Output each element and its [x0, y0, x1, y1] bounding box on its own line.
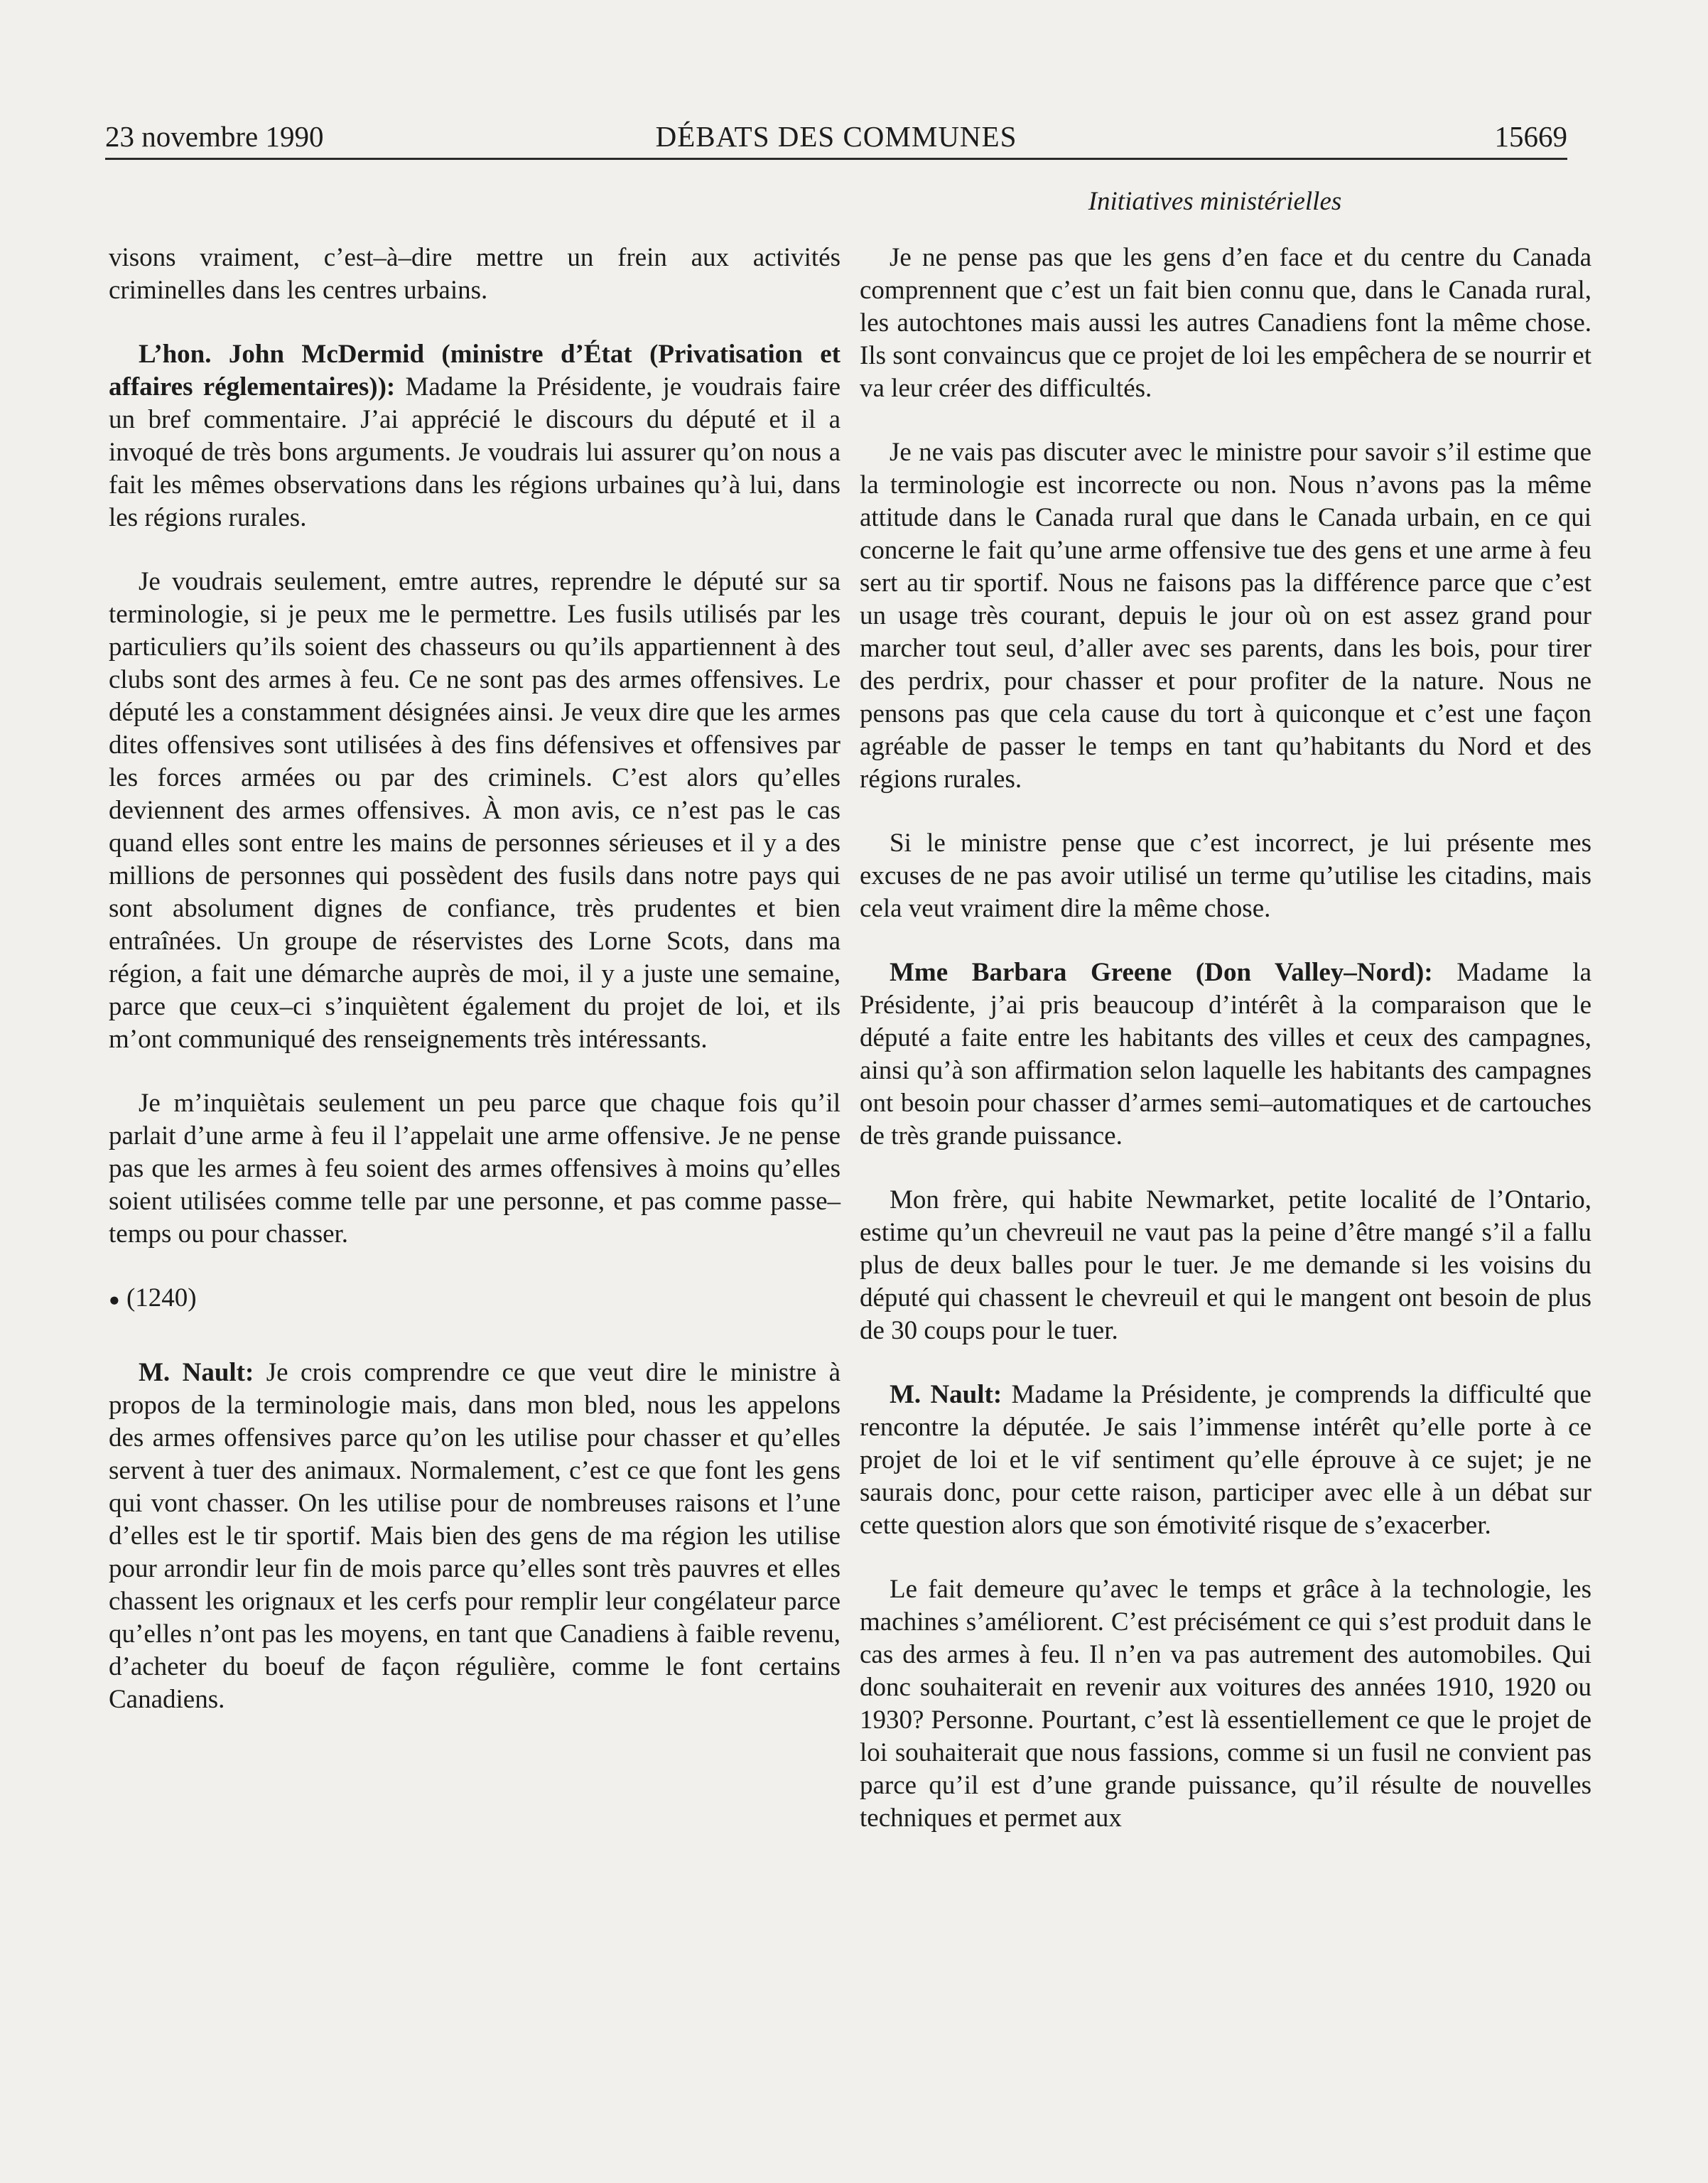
left-column [109, 242, 841, 1747]
paragraph: visons vraiment, c’est–à–dire mettre un frein aux activités criminelles dans les centres urbains. [109, 243, 841, 305]
speaker-name: Mme Barbara Greene (Don Valley–Nord): [890, 958, 1433, 987]
speaker-name: M. Nault: [139, 1357, 254, 1387]
bullet-icon: ● [109, 1289, 120, 1310]
time-marker-text: (1240) [126, 1283, 197, 1313]
paragraph: Je m’inquiètais seulement un peu parce que chaque fois qu’il parlait d’une arme à feu il l’appelait une arme offensive. Je ne pense pas que les armes à feu soient des armes offensives à moins qu’elles soient utilisées comme telle par une personne, et pas comme passe–temps ou pour chasser. [109, 1089, 841, 1249]
paragraph [109, 338, 841, 534]
speech-text: Madame la Présidente, je comprends la difficulté que rencontre la députée. Je sais l’immense intérêt qu’elle porte à ce projet de loi et le vif sentiment qu’elle éprouve à ce sujet; je ne saurais donc, pour cette raison, participer avec elle à un débat sur cette question alors que son émotivité risque de s’exacerber. [860, 1380, 1591, 1540]
paragraph: Je voudrais seulement, emtre autres, reprendre le député sur sa terminologie, si je peux me le permettre. Les fusils utilisés par les particuliers qu’ils soient des chasseurs ou qu’ils appartiennent à des clubs sont des armes à feu. Ce ne sont pas des armes offensives. Le député les a constamment désignées ainsi. Je veux dire que les armes dites offensives sont utilisées à des fins défensives et offensives par les forces armées ou par des criminels. C’est alors qu’elles deviennent des armes offensives. À mon avis, ce n’est pas le cas quand elles sont entre les mains de personnes sérieuses et il y a des millions de personnes qui possèdent des fusils dans notre pays qui sont absolument dignes de confiance, très prudentes et bien entraînées. Un groupe de réservistes des Lorne Scots, dans ma région, a fait une démarche auprès de moi, il y a juste une semaine, parce que ceux–ci s’inquiètent également du projet de loi, et ils m’ont communiqué des renseignements très intéressants. [109, 567, 841, 1054]
paragraph: Le fait demeure qu’avec le temps et grâce à la technologie, les machines s’améliorent. C’est précisément ce qui s’est produit dans le cas des armes à feu. Il n’en va pas autrement des automobiles. Qui donc souhaiterait en revenir aux voitures des années 1910, 1920 ou 1930? Personne. Pourtant, c’est là essentiellement ce que le projet de loi souhaiterait que nous fassions, comme si un fusil ne convient pas parce qu’il est d’une grande puissance, qu’il résulte de nouvelles techniques et permet aux [860, 1575, 1591, 1833]
speech-text: Madame la Présidente, je voudrais faire un bref commentaire. J’ai apprécié le discours du député et il a invoqué de très bons arguments. Je voudrais lui assurer qu’on nous a fait les mêmes observations dans les régions urbaines qu’à lui, dans les régions rurales. [109, 372, 841, 532]
paragraph [109, 1357, 841, 1716]
speech-text: Madame la Présidente, j’ai pris beaucoup d’intérêt à la comparaison que le député a faite entre les habitants des villes et ceux des campagnes, ainsi qu’à son affirmation selon laquelle les habitants des campagnes ont besoin pour chasser d’armes semi–automatiques et de cartouches de très grande puissance. [860, 958, 1591, 1150]
paragraph: Si le ministre pense que c’est incorrect, je lui présente mes excuses de ne pas avoir utilisé un terme qu’utilise les citadins, mais cela veut vraiment dire la même chose. [860, 829, 1591, 923]
header-date: 23 novembre 1990 [105, 120, 324, 153]
right-column [860, 242, 1591, 1866]
section-title: Initiatives ministérielles [1088, 187, 1342, 216]
header-title: DÉBATS DES COMMUNES [655, 120, 1017, 153]
time-marker [109, 1282, 841, 1317]
paragraph: Je ne pense pas que les gens d’en face et du centre du Canada comprennent que c’est un fait bien connu que, dans le Canada rural, les autochtones mais aussi les autres Canadiens font la même chose. Ils sont convaincus que ce projet de loi les empêchera de se nourrir et va leur créer des difficultés. [860, 243, 1591, 403]
speaker-name: M. Nault: [890, 1380, 1002, 1409]
page-header [105, 114, 1567, 160]
paragraph [860, 956, 1591, 1153]
speaker-name: L’hon. John McDermid (ministre d’État (Privatisation et affaires réglementaires)): [109, 340, 841, 401]
paragraph [860, 1379, 1591, 1542]
speech-text: Je crois comprendre ce que veut dire le ministre à propos de la terminologie mais, dans mon bled, nous les appelons des armes offensives parce qu’on les utilise pour chasser et qu’elles servent à tuer des animaux. Normalement, c’est ce que font les gens qui vont chasser. On les utilise pour de nombreuses raisons et l’une d’elles est le tir sportif. Mais bien des gens de ma région les utilise pour arrondir leur fin de mois parce qu’elles sont très pauvres et elles chassent les orignaux et les cerfs pour remplir leur congélateur parce qu’elles n’ont pas les moyens, en tant que Canadiens à faible revenu, d’acheter du boeuf de façon régulière, comme le font certains Canadiens. [109, 1357, 841, 1714]
page-number: 15669 [1494, 120, 1567, 153]
paragraph: Mon frère, qui habite Newmarket, petite localité de l’Ontario, estime qu’un chevreuil ne vaut pas la peine d’être mangé s’il a fallu plus de deux balles pour le tuer. Je me demande si les voisins du député qui chassent le chevreuil et qui le mangent ont besoin de plus de 30 coups pour le tuer. [860, 1185, 1591, 1345]
paragraph: Je ne vais pas discuter avec le ministre pour savoir s’il estime que la terminologie est incorrecte ou non. Nous n’avons pas la même attitude dans le Canada rural que dans le Canada urbain, en ce qui concerne le fait qu’une arme offensive tue des gens et une arme à feu sert au tir sportif. Nous ne faisons pas la différence parce que c’est un usage très courant, depuis le jour où on est assez grand pour marcher tout seul, d’aller avec ses parents, dans les bois, pour tirer des perdrix, pour chasser et pour profiter de la nature. Nous ne pensons pas que cela cause du tort à quiconque et c’est une façon agréable de passer le temps en tant qu’habitants du Nord et des régions rurales. [860, 438, 1591, 794]
